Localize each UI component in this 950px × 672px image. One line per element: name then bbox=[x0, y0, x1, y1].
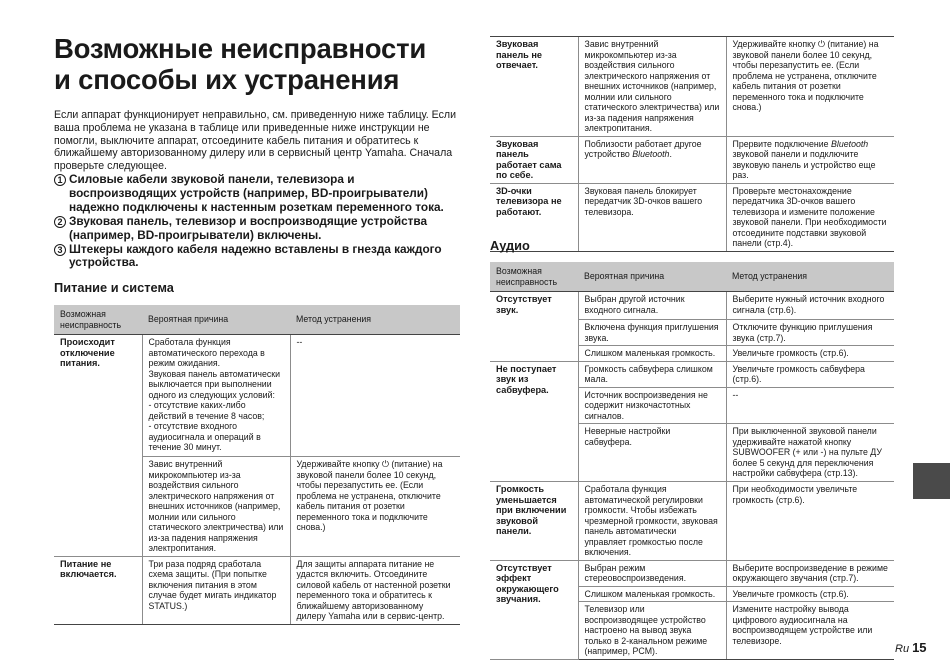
header-remedy: Метод устранения bbox=[726, 262, 894, 292]
cause-cell: Включена функция приглушения звука. bbox=[578, 320, 726, 346]
power-table bbox=[54, 305, 460, 625]
check-item bbox=[54, 173, 464, 215]
general-table bbox=[490, 36, 894, 252]
check-item bbox=[54, 243, 464, 271]
remedy-cell: При необходимости увеличьте громкость (стр.6). bbox=[726, 482, 894, 561]
cause-cell: Громкость сабвуфера слишком мала. bbox=[578, 361, 726, 387]
remedy-cell: Для защиты аппарата питание не удастся включить. Отсоедините силовой кабель от настенной розетки переменного тока и обратитесь к ближайшему авторизованному дилеру Yamaha или в сервис-центр. bbox=[290, 556, 460, 624]
page-language: Ru bbox=[895, 643, 910, 655]
table-row bbox=[490, 361, 894, 387]
cause-cell: Телевизор или воспроизводящее устройство настроено на вывод звука только в 2-канальном режиме (например, PCM). bbox=[578, 602, 726, 660]
problem-cell: Звуковая панель работает сама по себе. bbox=[490, 136, 578, 183]
problem-cell: Громкость уменьшается при включении звуковой панели. bbox=[490, 482, 578, 561]
cause-cell: Звуковая панель блокирует передатчик 3D-очков вашего телевизора. bbox=[578, 183, 726, 251]
remedy-cell: Выберите воспроизведение в режиме окружающего звучания (стр.7). bbox=[726, 560, 894, 586]
cause-cell: Сработала функция автоматического перехода в режим ожидания. Звуковая панель автоматически выключается при выполнении одного из следующих условий: - отсутствие каких-либо действий в течение 8 часов; - отсутствие входного аудиосигнала и операций в течение 30 минут. bbox=[142, 335, 290, 457]
check-text: Штекеры каждого кабеля надежно вставлены в гнезда каждого устройства. bbox=[69, 241, 442, 270]
table-header-row bbox=[54, 305, 460, 335]
remedy-cell: -- bbox=[290, 335, 460, 457]
circled-number: 3 bbox=[54, 244, 66, 256]
cause-cell: Завис внутренний микрокомпьютер из-за воздействия сильного электрического напряжения от внешних источников (например, молнии или сильного статического электричества) или из-за падения напряжения электропитания. bbox=[142, 457, 290, 557]
circled-number: 1 bbox=[54, 174, 66, 186]
header-problem: Возможная неисправность bbox=[54, 305, 142, 335]
remedy-cell: Удерживайте кнопку ⏻ (питание) на звуковой панели более 10 секунд, чтобы перезапустить ее. (Если проблема не устранена, отключите кабель питания от розетки переменного тока и подключите снова.) bbox=[726, 37, 894, 137]
page-number bbox=[895, 640, 927, 655]
table-row bbox=[490, 136, 894, 183]
problem-cell: Звуковая панель не отвечает. bbox=[490, 37, 578, 137]
cause-cell: Неверные настройки сабвуфера. bbox=[578, 424, 726, 482]
table-row bbox=[490, 292, 894, 320]
cause-cell: Поблизости работает другое устройство Bluetooth. bbox=[578, 136, 726, 183]
problem-cell: Не поступает звук из сабвуфера. bbox=[490, 361, 578, 482]
header-remedy: Метод устранения bbox=[290, 305, 460, 335]
problem-cell: 3D-очки телевизора не работают. bbox=[490, 183, 578, 251]
remedy-cell: Увеличьте громкость (стр.6). bbox=[726, 586, 894, 602]
cause-cell: Выбран режим стереовоспроизведения. bbox=[578, 560, 726, 586]
table-row bbox=[54, 335, 460, 457]
circled-number: 2 bbox=[54, 216, 66, 228]
title-line-2: и способы их устранения bbox=[54, 64, 400, 95]
cause-cell: Слишком маленькая громкость. bbox=[578, 586, 726, 602]
remedy-cell: Измените настройку вывода цифрового аудиосигнала на воспроизводящем устройстве или телевизоре. bbox=[726, 602, 894, 660]
title-line-1: Возможные неисправности bbox=[54, 33, 427, 64]
table-row bbox=[490, 560, 894, 586]
header-problem: Возможная неисправность bbox=[490, 262, 578, 292]
table-row bbox=[490, 183, 894, 251]
table-row bbox=[490, 37, 894, 137]
remedy-cell: Увеличьте громкость сабвуфера (стр.6). bbox=[726, 361, 894, 387]
cause-cell: Сработала функция автоматической регулировки громкости. Чтобы избежать чрезмерной громкости, звуковая панель автоматически управляет громкостью после включения. bbox=[578, 482, 726, 561]
check-text: Звуковая панель, телевизор и воспроизводящие устройства (например, BD-проигрыватели) включены. bbox=[69, 213, 428, 242]
table-row bbox=[54, 556, 460, 624]
remedy-cell: Отключите функцию приглушения звука (стр.7). bbox=[726, 320, 894, 346]
problem-cell: Отсутствует звук. bbox=[490, 292, 578, 362]
chapter-tab bbox=[913, 463, 950, 499]
remedy-cell: При выключенной звуковой панели удерживайте нажатой кнопку SUBWOOFER (+ или -) на пульте ДУ более 5 секунд для переключения настройки сабвуфера (стр.13). bbox=[726, 424, 894, 482]
remedy-cell: -- bbox=[726, 387, 894, 424]
remedy-cell: Увеличьте громкость (стр.6). bbox=[726, 346, 894, 362]
cause-cell: Слишком маленькая громкость. bbox=[578, 346, 726, 362]
audio-table bbox=[490, 262, 894, 660]
cause-cell: Источник воспроизведения не содержит низкочастотных сигналов. bbox=[578, 387, 726, 424]
table-row bbox=[490, 482, 894, 561]
cause-cell: Выбран другой источник входного сигнала. bbox=[578, 292, 726, 320]
header-cause: Вероятная причина bbox=[142, 305, 290, 335]
cause-cell: Завис внутренний микрокомпьютер из-за воздействия сильного электрического напряжения от внешних источников (например, молнии или сильного статического электричества) или из-за падения напряжения электропитания. bbox=[578, 37, 726, 137]
page-number-value: 15 bbox=[912, 640, 927, 655]
remedy-cell: Выберите нужный источник входного сигнала (стр.6). bbox=[726, 292, 894, 320]
cause-cell: Три раза подряд сработала схема защиты. (При попытке включения питания в этом случае будет мигать индикатор STATUS.) bbox=[142, 556, 290, 624]
check-item bbox=[54, 215, 464, 243]
problem-cell: Происходит отключение питания. bbox=[54, 335, 142, 557]
problem-cell: Отсутствует эффект окружающего звучания. bbox=[490, 560, 578, 659]
header-cause: Вероятная причина bbox=[578, 262, 726, 292]
section-heading-power: Питание и система bbox=[54, 280, 174, 295]
remedy-cell: Прервите подключение Bluetooth звуковой панели и подключите звуковую панель и устройство еще раз. bbox=[726, 136, 894, 183]
page-title bbox=[54, 33, 454, 95]
check-text: Силовые кабели звуковой панели, телевизора и воспроизводящих устройств (например, BD-проигрыватели) надежно подключены к настенным розеткам переменного тока. bbox=[69, 172, 444, 214]
remedy-cell: Удерживайте кнопку ⏻ (питание) на звуковой панели более 10 секунд, чтобы перезапустить ее. (Если проблема не устранена, отключите кабель питания от розетки переменного тока и подключите снова.) bbox=[290, 457, 460, 557]
section-heading-audio: Аудио bbox=[490, 238, 530, 253]
table-header-row bbox=[490, 262, 894, 292]
intro-paragraph: Если аппарат функционирует неправильно, см. приведенную ниже таблицу. Если ваша проблема не указана в таблице или приведенные ниже инструкции не помогли, выключите аппарат, отсоедините кабель питания и обратитесь к ближайшему авторизованному дилеру или в сервисный центр Yamaha. Сначала проверьте следующее. bbox=[54, 109, 457, 173]
checklist bbox=[54, 173, 464, 270]
problem-cell: Питание не включается. bbox=[54, 556, 142, 624]
remedy-cell: Проверьте местонахождение передатчика 3D-очков вашего телевизора и измените положение звуковой панели. При необходимости отсоедините подставки звуковой панели (стр.4). bbox=[726, 183, 894, 251]
